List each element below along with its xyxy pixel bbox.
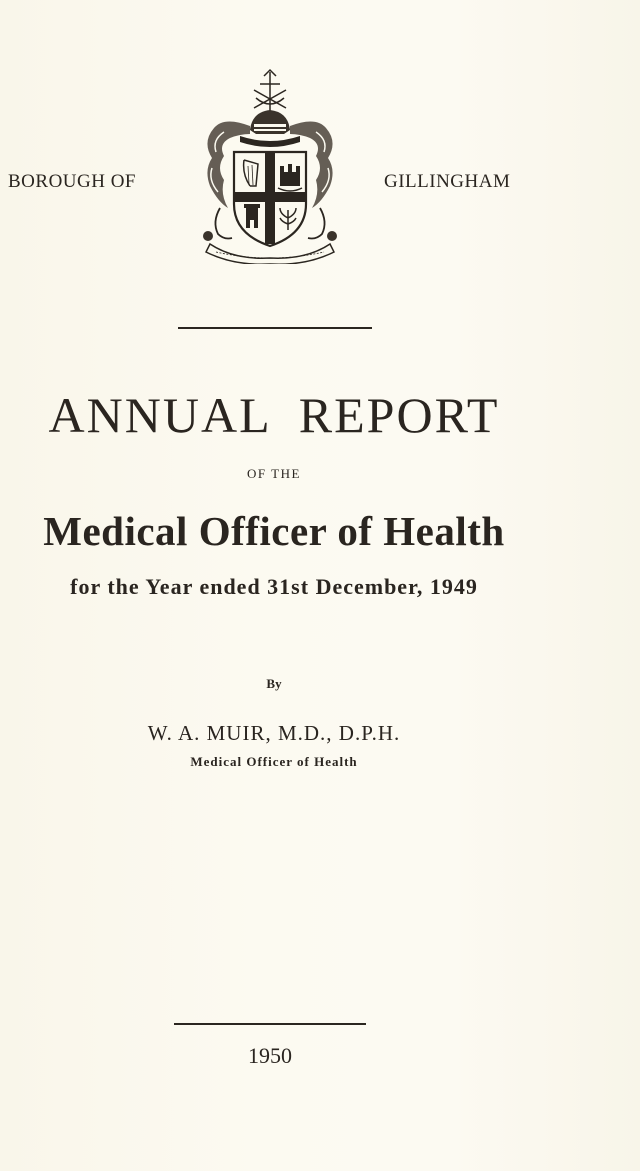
top-divider (178, 327, 372, 329)
author-name: W. A. MUIR, M.D., D.P.H. (147, 721, 401, 745)
by-label: By (266, 676, 282, 691)
of-the-label: OF THE (247, 466, 301, 481)
bottom-divider (174, 1023, 366, 1025)
report-subtitle: Medical Officer of Health (43, 508, 505, 554)
publication-year: 1950 (248, 1043, 292, 1068)
author-role: Medical Officer of Health (190, 754, 358, 769)
report-period: for the Year ended 31st December, 1949 (70, 574, 478, 599)
header-gillingham: GILLINGHAM (384, 171, 511, 192)
report-title: ANNUAL REPORT (48, 387, 500, 443)
header-borough-of: BOROUGH OF (8, 171, 136, 192)
coat-of-arms-icon (194, 68, 346, 264)
